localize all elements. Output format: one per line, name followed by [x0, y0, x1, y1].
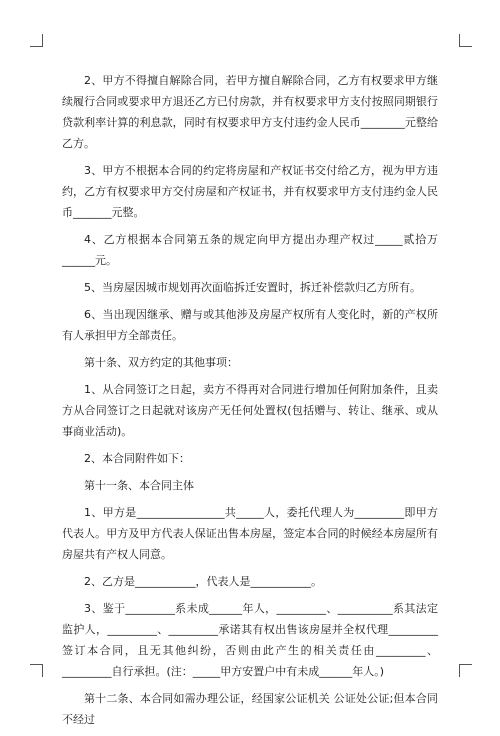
section-heading: 第十条、双方约定的其他事项：: [84, 356, 238, 369]
paragraph: 3、鉴于_________系未成______年人，_________、__________系其法定监护人，_________、_________承诺其有权出售该房屋并全权代理_________签订本合同，且无其他纠纷，否则由此产生的相关责任由_________、_________自行承担。(注：_____甲方安置户中有未成______年人。): [62, 602, 438, 678]
section-heading: 第十一条、本合同主体: [84, 479, 194, 492]
contract-body: [62, 70, 438, 736]
paragraph: 2、本合同附件如下：: [84, 452, 190, 465]
paragraph: 4、乙方根据本合同第五条的规定向甲方提出办理产权过_____贰拾万______元。: [62, 233, 438, 267]
paragraph: 1、从合同签订之日起，卖方不得再对合同进行增加任何附加条件，且卖方从合同签订之日起就对该房产无任何处置权(包括赠与、转让、继承、或从事商业活动)。: [62, 383, 438, 438]
paragraph: 2、甲方不得擅自解除合同，若甲方擅自解除合同，乙方有权要求甲方继续履行合同或要求甲方退还乙方已付房款，并有权要求甲方支付按照同期银行贷款利率计算的利息款，同时有权要求甲方支付违约金人民币________元整给乙方。: [62, 74, 438, 150]
paragraph: 6、当出现因继承、赠与或其他涉及房屋产权所有人变化时，新的产权所有人承担甲方全部责任。: [62, 308, 438, 342]
section-heading: 第十二条、本合同如需办理公证，经国家公证机关 公证处公证;但本合同不经过: [62, 692, 438, 726]
paragraph: 1、甲方是________________共_____人，委托代理人为_________即甲方代表人。甲方及甲方代表人保证出售本房屋，签定本合同的时候经本房屋所有房屋共有产权人同意。: [62, 506, 438, 561]
crop-mark-top-right: [459, 34, 472, 47]
paragraph: 3、甲方不根据本合同的约定将房屋和产权证书交付给乙方，视为甲方违约，乙方有权要求甲方交付房屋和产权证书，并有权要求甲方支付违约金人民币_______元整。: [62, 164, 438, 219]
paragraph: 2、乙方是___________，代表人是___________。: [84, 575, 322, 588]
crop-mark-bottom-right: [459, 664, 472, 677]
paragraph: 5、当房屋因城市规划再次面临拆迁安置时，拆迁补偿款归乙方所有。: [84, 281, 421, 294]
crop-mark-top-left: [30, 34, 43, 47]
crop-mark-bottom-left: [30, 664, 43, 677]
